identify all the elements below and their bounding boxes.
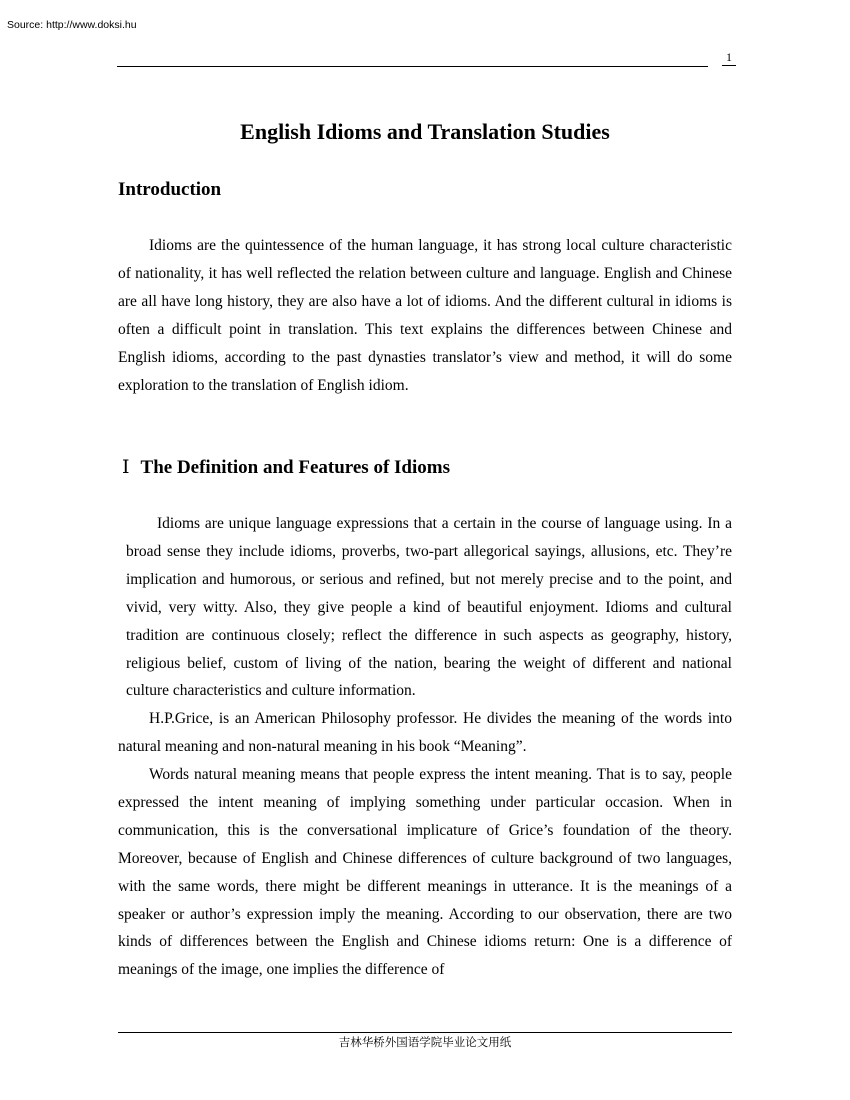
section-numeral: Ⅰ xyxy=(122,457,130,478)
introduction-paragraph: Idioms are the quintessence of the human language, it has strong local culture characteristic of nationality, it has well reflected the relation between culture and language. English and Chinese are all have long history, they are also have a lot of idioms. And the different cultural in idioms is often a difficult point in translation. This text explains the differences between Chinese and English idioms, according to the past dynasties translator’s view and method, it will do some exploration to the translation of English idiom. xyxy=(118,237,732,394)
definition-paragraph-2: H.P.Grice, is an American Philosophy professor. He divides the meaning of the words into natural meaning and non-natural meaning in his book “Meaning”. xyxy=(118,710,732,755)
introduction-heading: Introduction xyxy=(118,179,222,200)
header-rule xyxy=(117,66,708,67)
footer-text: 吉林华桥外国语学院毕业论文用纸 xyxy=(338,1035,512,1049)
source-url: Source: http://www.doksi.hu xyxy=(7,19,137,31)
page-number: 1 xyxy=(722,50,736,66)
definition-heading-text: The Definition and Features of Idioms xyxy=(140,457,450,478)
definition-heading xyxy=(122,455,450,481)
definition-paragraph-1: Idioms are unique language expressions that a certain in the course of language using. In a broad sense they include idioms, proverbs, two-part allegorical sayings, allusions, etc. They’re implication and humorous, or serious and refined, but not merely precise and to the point, and vivid, very witty. Also, they give people a kind of beautiful enjoyment. Idioms and cultural tradition are continuous closely; reflect the difference in such aspects as geography, history, religious belief, custom of living of the nation, bearing the weight of different and national culture characteristics and culture information. xyxy=(126,515,732,700)
definition-paragraph-3: Words natural meaning means that people express the intent meaning. That is to say, people expressed the intent meaning of implying something under particular occasion. When in communication, this is the conversational implicature of Grice’s foundation of the theory. Moreover, because of English and Chinese differences of culture background of two languages, with the same words, there might be different meanings in utterance. It is the meanings of a speaker or author’s expression imply the meaning. According to our observation, there are two kinds of differences between the English and Chinese idioms return: One is a difference of meanings of the image, one implies the difference of xyxy=(118,766,732,979)
paper-title: English Idioms and Translation Studies xyxy=(240,119,610,144)
footer-rule xyxy=(118,1032,732,1033)
